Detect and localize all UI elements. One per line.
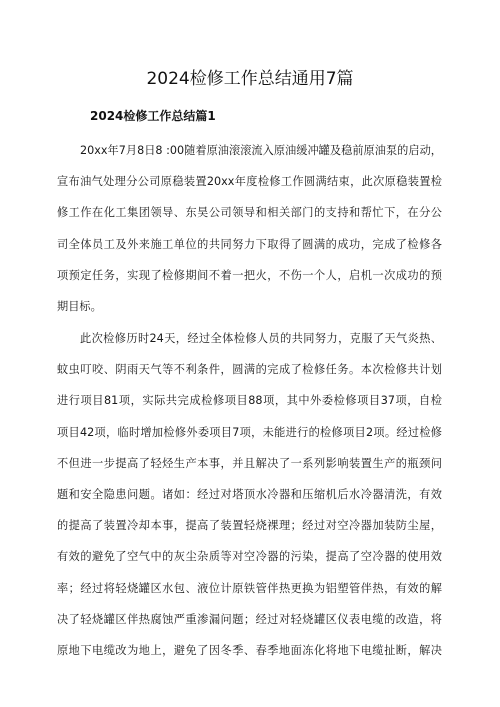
paragraph-line: 率；经过将轻烧罐区水包、液位计原铁管伴热更换为铝塑管伴热，有效的解 [57, 581, 442, 595]
paragraph-line: 修工作在化工集团领导、东昊公司领导和相关部门的支持和帮忙下，在分公 [57, 206, 442, 220]
paragraph-line: 期目标。 [57, 299, 102, 313]
paragraph-1 [57, 142, 442, 329]
paragraph-line: 此次检修历时24天，经过全体检修人员的共同努力，克服了天气炎热、 [80, 332, 442, 345]
paragraph-line: 进行项目81项，实际共完成检修项目88项，其中外委检修项目37项，自检 [57, 394, 442, 408]
paragraph-line: 宣布油气处理分公司原稳装置20xx年度检修工作圆满结束，此次原稳装置检 [57, 175, 442, 189]
paragraph-line: 项预定任务，实现了检修期间不着一把火，不伤一个人，启机一次成功的预 [57, 268, 442, 282]
paragraph-line: 不但进一步提高了轻烃生产本事，并且解决了一系列影响装置生产的瓶颈问 [57, 456, 442, 470]
paragraph-line: 蚊虫叮咬、阴雨天气等不利条件，圆满的完成了检修任务。本次检修共计划 [57, 363, 442, 377]
document-title: 2024检修工作总结通用7篇 [146, 69, 354, 89]
paragraph-line: 的提高了装置冷却本事，提高了装置轻烧裸理；经过对空冷器加装防尘屋， [57, 519, 442, 533]
paragraph-line: 有效的避免了空气中的灰尘杂质等对空冷器的污染，提高了空冷器的使用效 [57, 550, 442, 564]
section-heading: 2024检修工作总结篇1 [90, 109, 216, 123]
paragraph-line: 原地下电缆改为地上，避免了因冬季、春季地面冻化将地下电缆扯断，解决 [57, 643, 442, 657]
paragraph-line: 题和安全隐患问题。诸如：经过对塔顶水冷器和压缩机后水冷器清洗，有效 [57, 487, 442, 501]
paragraph-2 [57, 330, 442, 673]
paragraph-line: 项目42项，临时增加检修外委项目7项，未能进行的检修项目2项。经过检修 [57, 425, 442, 439]
paragraph-line: 决了轻烧罐区伴热腐蚀严重渗漏问题；经过对轻烧罐区仪表电缆的改造，将 [57, 612, 442, 626]
paragraph-line: 司全体员工及外来施工单位的共同努力下取得了圆满的成功，完成了检修各 [57, 237, 442, 251]
paragraph-line: 20xx年7月8日8 :00随着原油滚滚流入原油缓冲罐及稳前原油泵的启动， [80, 144, 442, 157]
